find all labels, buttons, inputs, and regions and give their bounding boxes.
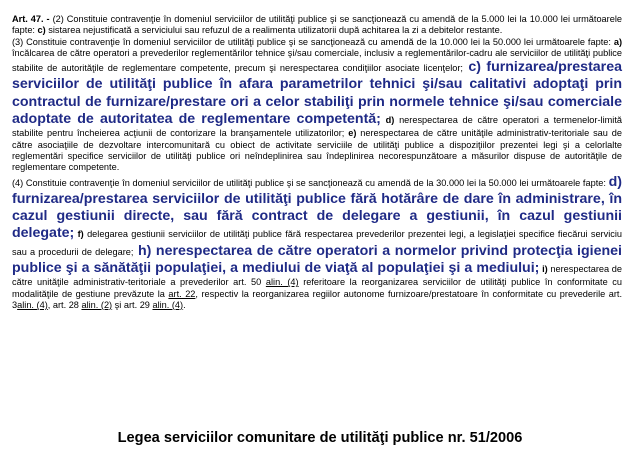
- paragraph-3: [12, 37, 622, 174]
- paragraph-2-number: (2): [52, 14, 64, 24]
- paragraph-4: [12, 174, 622, 312]
- letter-i-text-5: şi art. 29: [112, 299, 153, 310]
- paragraph-3-number: (3): [12, 36, 24, 47]
- paragraph-4-number: (4): [12, 177, 24, 188]
- paragraph-2-intro: Constituie contravenţie în domeniul serviciilor de utilităţi publice şi se sancţionează cu amendă de la 5.000 lei la 10.000 lei următoarele fapte:: [12, 14, 622, 36]
- letter-i-text-6: .: [183, 299, 186, 310]
- link-alin-2[interactable]: alin. (2): [81, 299, 113, 310]
- letter-a-text: încălcarea de către operatori a prevederilor reglementărilor tehnice şi/sau comerciale, inclusiv a reglementărilor-cadru ale serviciilor de utilităţi publice stabilite de autorităţile de reglementare competente, precum şi nerespectarea condiţiilor asociate licenţelor;: [12, 47, 622, 74]
- letter-f-text: delegarea gestiunii serviciilor de utilităţi publice fără respectarea prevederilor prezentei legi, a legislaţiei specifice fiecărui serviciu sau a procedurii de delegare;: [12, 229, 622, 257]
- letter-c-label: c): [37, 25, 46, 36]
- link-alin-4-c[interactable]: alin. (4): [152, 299, 184, 310]
- letter-a-label: a): [613, 36, 622, 47]
- letter-e-label: e): [348, 128, 357, 139]
- highlight-d: d) furnizarea/prestarea serviciilor de utilităţi publice fără hotărâre de dare în administrare, în cazul gestiunii directe, sau fără contract de delegare a gestiunii, în cazul gestiunii delegate;: [12, 173, 622, 242]
- paragraph-3-intro: Constituie contravenţie în domeniul serviciilor de utilităţi publice şi se sancţionează cu amendă de la 10.000 lei la 50.000 lei următoarele fapte:: [23, 36, 614, 47]
- highlight-c: c) furnizarea/prestarea serviciilor de utilităţi publice în afara parametrilor tehnici şi/sau calitativi adoptaţi prin contractul de furnizare/prestare ori a celor stabiliţi prin normele tehnice şi/sau comerciale adoptate de autoritatea de reglementare competentă;: [12, 59, 622, 128]
- letter-e-text: nerespectarea de către unităţile administrativ-teritoriale sau de către asociaţiile de dezvoltare intercomunitară cu obiect de activitate serviciile de utilităţi publice a dispoziţiilor prezentei legi şi a celorlalte reglementări specifice serviciilor de utilităţi publice ori neîndeplinirea sau îndeplinirea necorespunzătoare a măsurilor dispuse de autorităţile de reglementare competente.: [12, 128, 622, 173]
- paragraph-2: [12, 14, 622, 37]
- letter-f-label: f): [77, 229, 84, 240]
- letter-i-text-1: nerespectarea de către unităţile administrativ-teritoriale a prevederilor art. 50: [12, 264, 622, 288]
- letter-i-text-2: referitoare la reorganizarea serviciilor de utilităţi publice în conformitate cu modalităţile de gestiune prevăzute la: [12, 277, 622, 299]
- article-dash: -: [43, 14, 53, 24]
- letter-d-label: d): [385, 115, 395, 126]
- letter-i-label: i): [542, 264, 548, 275]
- paragraph-4-intro: Constituie contravenţie în domeniul serviciilor de utilităţi publice şi se sancţionează cu amendă de la 30.000 lei la 50.000 lei următoarele fapte:: [23, 177, 609, 188]
- law-text: [12, 14, 622, 311]
- letter-i-text-4: , art. 28: [47, 299, 82, 310]
- article-label: Art. 47.: [12, 14, 44, 24]
- link-alin-4-a[interactable]: alin. (4): [265, 277, 299, 288]
- letter-i-text-3: , respectiv la reorganizarea regiilor autonome furnizoare/prestatoare în conformitate cu prevederile art. 3: [12, 288, 623, 310]
- caption: Legea serviciilor comunitare de utilităţi publice nr. 51/2006: [117, 430, 523, 446]
- link-art-22[interactable]: art. 22: [168, 288, 196, 299]
- link-alin-4-b[interactable]: alin. (4): [17, 299, 48, 310]
- letter-d-text: nerespectarea de către operatori a termenelor-limită stabilite pentru încheierea acţiunii de contorizare la branşamentele utilizatorilor;: [12, 115, 622, 139]
- highlight-h: h) nerespectarea de către operatori a normelor privind protecţia igienei publice şi a sănătăţii populaţiei, a mediului de viaţă al populaţiei şi a mediului;: [12, 242, 622, 277]
- letter-c-text: sistarea nejustificată a serviciului sau refuzul de a realimenta utilizatorii după achitarea la zi a debitelor restante.: [45, 25, 503, 36]
